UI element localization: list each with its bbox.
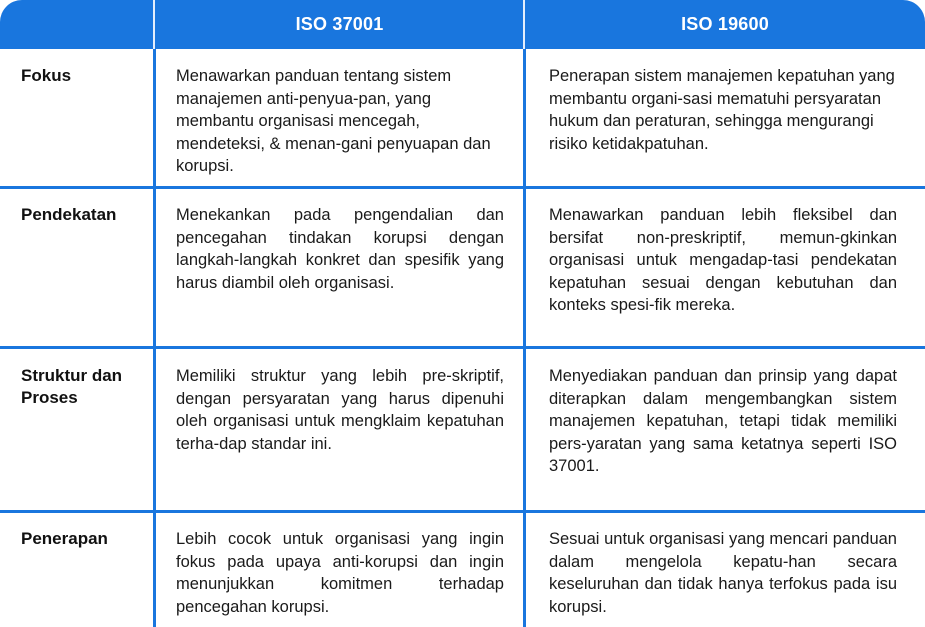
row-label-pendekatan: Pendekatan bbox=[21, 205, 117, 224]
cell-iso19600-penerapan: Sesuai untuk organisasi yang mencari panduan dalam mengelola kepatu-han secara keseluruhan dan tidak hanya terfokus pada isu korupsi. bbox=[549, 530, 897, 616]
row-label-fokus: Fokus bbox=[21, 66, 72, 85]
header-cell-empty bbox=[0, 0, 154, 49]
row-label-penerapan: Penerapan bbox=[21, 529, 108, 548]
column-divider bbox=[523, 49, 526, 627]
row-divider bbox=[0, 346, 925, 349]
column-divider bbox=[153, 49, 156, 627]
row-divider bbox=[0, 186, 925, 189]
cell-iso37001-penerapan: Lebih cocok untuk organisasi yang ingin fokus pada upaya anti-korupsi dan ingin menunjukkan komitmen terhadap pencegahan korupsi. bbox=[176, 530, 504, 616]
cell-iso19600-fokus: Penerapan sistem manajemen kepatuhan yang membantu organi-sasi mematuhi persyaratan hukum dan peraturan, sehingga mengurangi risiko ketidakpatuhan. bbox=[549, 67, 895, 153]
cell-iso37001-pendekatan: Menekankan pada pengendalian dan pencegahan tindakan korupsi dengan langkah-langkah konkret dan spesifik yang harus diambil oleh organisasi. bbox=[176, 206, 504, 292]
cell-iso19600-pendekatan: Menawarkan panduan lebih fleksibel dan bersifat non-preskriptif, memun-gkinkan organisasi untuk mengadap-tasi pendekatan kepatuhan sesuai dengan kebutuhan dan konteks spesi-fik mereka. bbox=[549, 206, 897, 314]
cell-iso37001-fokus: Menawarkan panduan tentang sistem manajemen anti-penyua-pan, yang membantu organisasi mencegah, mendeteksi, & menan-gani penyuapan dan korupsi. bbox=[176, 67, 491, 175]
cell-iso19600-struktur: Menyediakan panduan dan prinsip yang dapat diterapkan dalam mengembangkan sistem manajemen kepatuhan, tetapi tidak memiliki pers-yaratan yang sama ketatnya seperti ISO 37001. bbox=[549, 367, 897, 475]
table-header bbox=[0, 0, 925, 49]
row-divider bbox=[0, 510, 925, 513]
row-label-struktur-dan-proses: Struktur dan Proses bbox=[21, 366, 123, 407]
cell-iso37001-struktur: Memiliki struktur yang lebih pre-skriptif, dengan persyaratan yang harus dipenuhi oleh organisasi untuk mengklaim kepatuhan terha-dap standar ini. bbox=[176, 367, 504, 453]
header-iso-19600: ISO 19600 bbox=[681, 14, 769, 34]
header-iso-37001: ISO 37001 bbox=[295, 14, 384, 34]
